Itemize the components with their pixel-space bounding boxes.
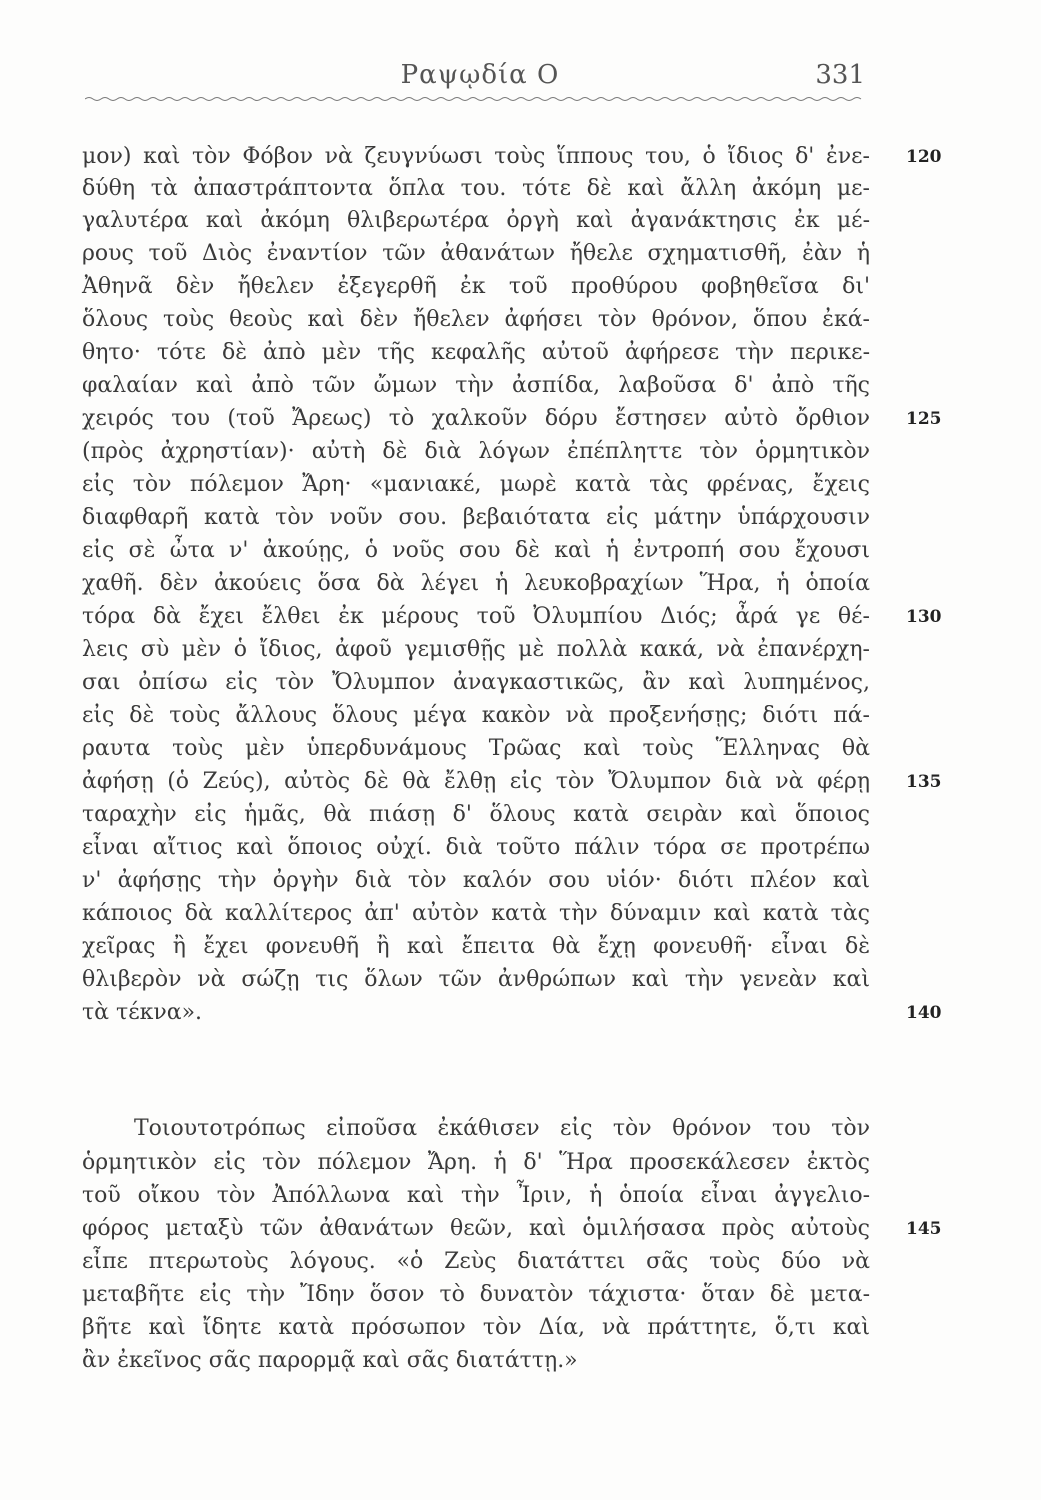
text-line: γαλυτέρα καὶ ἀκόμη θλιβερωτέρα ὀργὴ καὶ ἀγανάκτησις ἐκ μέ-: [82, 208, 870, 233]
text-line: ὅλους τοὺς θεοὺς καὶ δὲν ἤθελεν ἀφήσει τὸν θρόνον, ὅπου ἐκά-: [82, 307, 870, 332]
line-number: 135: [906, 772, 942, 792]
text-line: διαφθαρῆ κατὰ τὸν νοῦν σου. βεβαιότατα εἰς μάτην ὑπάρχουσιν: [82, 505, 870, 530]
text-line: ἂν ἐκεῖνος σᾶς παρορμᾷ καὶ σᾶς διατάττῃ.»: [82, 1348, 578, 1373]
text-line: κάποιος δὰ καλλίτερος ἀπ' αὐτὸν κατὰ τὴν δύναμιν καὶ κατὰ τὰς: [82, 901, 870, 926]
page-number: 331: [815, 60, 865, 90]
text-line: λεις σὺ μὲν ὁ ἴδιος, ἀφοῦ γεμισθῇς μὲ πολλὰ κακά, νὰ ἐπανέρχη-: [82, 637, 870, 662]
text-line: σαι ὀπίσω εἰς τὸν Ὄλυμπον ἀναγκαστικῶς, ἂν καὶ λυπημένος,: [82, 670, 870, 695]
text-line: εἶπε πτερωτοὺς λόγους. «ὁ Ζεὺς διατάττει σᾶς τοὺς δύο νὰ: [82, 1249, 870, 1274]
text-line: φόρος μεταξὺ τῶν ἀθανάτων θεῶν, καὶ ὁμιλήσασα πρὸς αὐτοὺς: [82, 1216, 870, 1241]
text-line: τοῦ οἴκου τὸν Ἀπόλλωνα καὶ τὴν Ἶριν, ἡ ὁποία εἶναι ἀγγελιο-: [82, 1183, 870, 1208]
line-number: 140: [906, 1003, 942, 1023]
text-line: χειρός του (τοῦ Ἄρεως) τὸ χαλκοῦν δόρυ ἔστησεν αὐτὸ ὄρθιον: [82, 406, 870, 431]
line-number: 145: [906, 1219, 942, 1239]
text-line: δύθη τὰ ἀπαστράπτοντα ὅπλα του. τότε δὲ καὶ ἄλλη ἀκόμη με-: [82, 176, 870, 201]
line-number: 130: [906, 607, 942, 627]
text-line: Ἀθηνᾶ δὲν ἤθελεν ἐξεγερθῆ ἐκ τοῦ προθύρου φοβηθεῖσα δι': [82, 274, 870, 299]
text-line: φαλαίαν καὶ ἀπὸ τῶν ὤμων τὴν ἀσπίδα, λαβοῦσα δ' ἀπὸ τῆς: [82, 373, 870, 398]
text-line: ταραχὴν εἰς ἡμᾶς, θὰ πιάσῃ δ' ὅλους κατὰ σειρὰν καὶ ὅποιος: [82, 802, 870, 827]
text-line: ὁρμητικὸν εἰς τὸν πόλεμον Ἄρη. ἡ δ' Ἥρα προσεκάλεσεν ἐκτὸς: [82, 1150, 870, 1175]
text-line: ν' ἀφήσῃς τὴν ὀργὴν διὰ τὸν καλόν σου υἱόν· διότι πλέον καὶ: [82, 868, 870, 893]
text-line: θλιβερὸν νὰ σώζῃ τις ὅλων τῶν ἀνθρώπων καὶ τὴν γενεὰν καὶ: [82, 967, 870, 992]
text-line: μεταβῆτε εἰς τὴν Ἴδην ὅσον τὸ δυνατὸν τάχιστα· ὅταν δὲ μετα-: [82, 1282, 870, 1307]
text-line: εἰς τὸν πόλεμον Ἄρη· «μανιακέ, μωρὲ κατὰ τὰς φρένας, ἔχεις: [82, 472, 870, 497]
text-line: εἰς σὲ ὦτα ν' ἀκούῃς, ὁ νοῦς σου δὲ καὶ ἡ ἐντροπή σου ἔχουσι: [82, 538, 870, 563]
text-line: μον) καὶ τὸν Φόβον νὰ ζευγνύωσι τοὺς ἵππους του, ὁ ἴδιος δ' ἐνε-: [82, 144, 870, 169]
text-line: εἰς δὲ τοὺς ἄλλους ὅλους μέγα κακὸν νὰ προξενήσῃς; διότι πά-: [82, 703, 870, 728]
text-line: χαθῆ. δὲν ἀκούεις ὅσα δὰ λέγει ἡ λευκοβραχίων Ἥρα, ἡ ὁποία: [82, 571, 870, 596]
text-line: χεῖρας ἢ ἔχει φονευθῆ ἢ καὶ ἔπειτα θὰ ἔχῃ φονευθῆ· εἶναι δὲ: [82, 934, 870, 959]
text-line: (πρὸς ἀχρηστίαν)· αὐτὴ δὲ διὰ λόγων ἐπέπληττε τὸν ὁρμητικὸν: [82, 439, 870, 464]
text-line: ραυτα τοὺς μὲν ὑπερδυνάμους Τρῶας καὶ τοὺς Ἕλληνας θὰ: [82, 736, 870, 761]
line-number: 120: [906, 147, 942, 167]
text-line: ρους τοῦ Διὸς ἐναντίον τῶν ἀθανάτων ἤθελε σχηματισθῆ, ἐὰν ἡ: [82, 241, 870, 266]
running-title: Ραψῳδία Ο: [400, 60, 560, 90]
text-line: ἀφήσῃ (ὁ Ζεύς), αὐτὸς δὲ θὰ ἔλθῃ εἰς τὸν Ὄλυμπον διὰ νὰ φέρῃ: [82, 769, 870, 794]
text-line: Τοιουτοτρόπως εἰποῦσα ἐκάθισεν εἰς τὸν θρόνον του τὸν: [134, 1116, 870, 1141]
line-number: 125: [906, 409, 942, 429]
text-line: εἶναι αἴτιος καὶ ὅποιος οὐχί. διὰ τοῦτο πάλιν τόρα σε προτρέπω: [82, 835, 870, 860]
text-line: τόρα δὰ ἔχει ἔλθει ἐκ μέρους τοῦ Ὀλυμπίου Διός; ἆρά γε θέ-: [82, 604, 870, 629]
text-line: θητο· τότε δὲ ἀπὸ μὲν τῆς κεφαλῆς αὐτοῦ ἀφήρεσε τὴν περικε-: [82, 340, 870, 365]
text-line: τὰ τέκνα».: [82, 1000, 203, 1025]
text-line: βῆτε καὶ ἴδητε κατὰ πρόσωπον τὸν Δία, νὰ πράττητε, ὅ,τι καὶ: [82, 1315, 870, 1340]
